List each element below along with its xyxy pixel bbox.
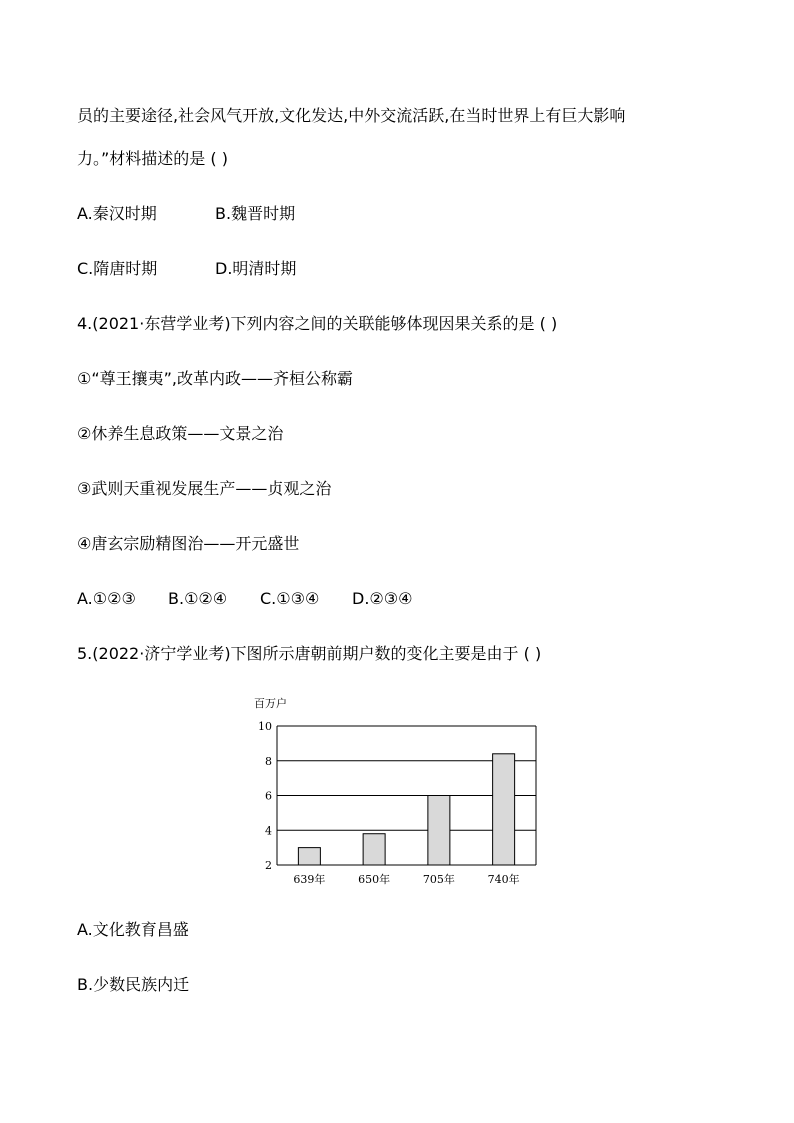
bar (363, 834, 385, 865)
q5-stem: 5.(2022·济宁学业考)下图所示唐朝前期户数的变化主要是由于 ( ) (77, 644, 542, 663)
bar (428, 796, 450, 866)
y-tick-label: 8 (265, 754, 272, 768)
bar (298, 848, 320, 865)
y-axis-label: 百万户 (254, 697, 287, 710)
x-tick-label: 639年 (293, 873, 326, 886)
continuation-line-1: 员的主要途径,社会风气开放,文化发达,中外交流活跃,在当时世界上有巨大影响 (77, 106, 626, 125)
q3-option-d: D.明清时期 (215, 259, 297, 278)
household-bar-chart (240, 690, 560, 890)
x-tick-label: 705年 (422, 873, 455, 886)
x-tick-label: 740年 (487, 873, 520, 886)
continuation-line-2: 力。”材料描述的是 ( ) (77, 149, 228, 168)
q3-option-a: A.秦汉时期 (77, 204, 157, 223)
q3-option-b: B.魏晋时期 (215, 204, 296, 223)
q4-option-d: D.②③④ (352, 589, 413, 608)
bar (493, 754, 515, 865)
q4-option-c: C.①③④ (260, 589, 320, 608)
q5-option-b: B.少数民族内迁 (77, 975, 190, 994)
q4-item-1: ①“尊王攘夷”,改革内政——齐桓公称霸 (77, 369, 354, 388)
q4-item-3: ③武则天重视发展生产——贞观之治 (77, 479, 332, 498)
y-tick-label: 2 (265, 859, 272, 872)
q5-option-a: A.文化教育昌盛 (77, 920, 189, 939)
q4-item-4: ④唐玄宗励精图治——开元盛世 (77, 534, 300, 553)
y-tick-label: 10 (258, 720, 272, 733)
q4-item-2: ②休养生息政策——文景之治 (77, 424, 284, 443)
y-tick-label: 6 (265, 789, 272, 803)
y-tick-label: 4 (265, 824, 272, 838)
q4-option-a: A.①②③ (77, 589, 136, 608)
q4-option-b: B.①②④ (168, 589, 228, 608)
q4-stem: 4.(2021·东营学业考)下列内容之间的关联能够体现因果关系的是 ( ) (77, 314, 558, 333)
x-tick-label: 650年 (358, 873, 391, 886)
q3-option-c: C.隋唐时期 (77, 259, 158, 278)
